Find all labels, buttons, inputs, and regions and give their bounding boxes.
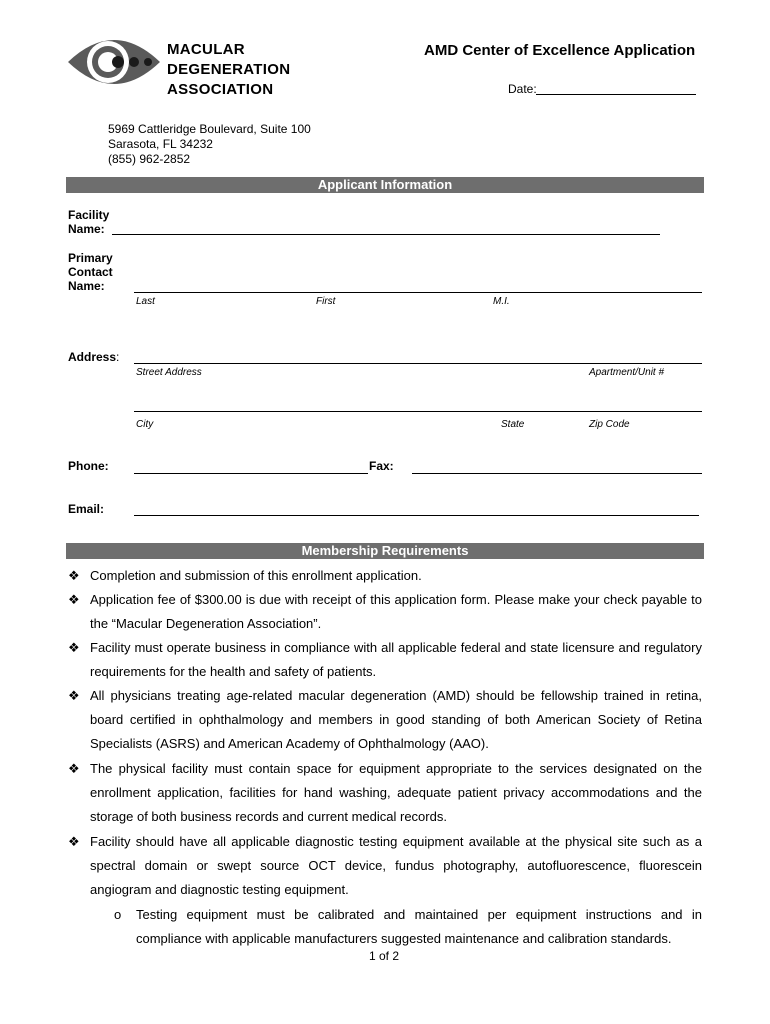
first-name-hint: First — [316, 296, 336, 307]
phone-field[interactable] — [134, 473, 368, 474]
org-city: Sarasota, FL 34232 — [108, 137, 213, 151]
org-phone: (855) 962-2852 — [108, 152, 191, 166]
date-label: Date: — [508, 82, 537, 96]
city-state-zip-field[interactable] — [134, 411, 702, 412]
email-label: Email: — [68, 502, 105, 516]
last-name-hint: Last — [136, 296, 155, 307]
membership-requirements-header: Membership Requirements — [66, 543, 704, 559]
diamond-bullet-icon: ❖ — [68, 568, 80, 583]
street-address-hint: Street Address — [136, 367, 202, 378]
requirement-item: The physical facility must contain space for equipment appropriate to the services designated on the enrollment application, facilities for hand washing, adequate patient privacy accommodations and the storage of both business records and current medical records. — [90, 761, 702, 824]
requirement-item: All physicians treating age-related macular degeneration (AMD) should be fellowship trained in retina, board certified in ophthalmology and members in good standing of both American Society of Retina Specialists (ASRS) and American Academy of Ophthalmology (AAO). — [90, 688, 702, 751]
diamond-bullet-icon: ❖ — [68, 761, 80, 776]
mda-eye-logo-icon — [66, 28, 162, 96]
org-street: 5969 Cattleridge Boulevard, Suite 100 — [108, 122, 311, 136]
diamond-bullet-icon: ❖ — [68, 592, 80, 607]
state-hint: State — [501, 419, 525, 430]
city-hint: City — [136, 419, 154, 430]
fax-field[interactable] — [412, 473, 702, 474]
circle-bullet-icon: o — [114, 907, 122, 922]
form-title: AMD Center of Excellence Application — [424, 42, 696, 59]
primary-contact-label: Primary Contact Name: — [68, 251, 113, 293]
primary-contact-field[interactable] — [134, 292, 702, 293]
fax-label: Fax: — [369, 459, 394, 473]
org-name — [167, 40, 290, 100]
date-field[interactable] — [536, 94, 696, 95]
facility-name-label: Facility Name: — [68, 208, 110, 236]
applicant-info-header: Applicant Information — [66, 177, 704, 193]
diamond-bullet-icon: ❖ — [68, 640, 80, 655]
street-address-field[interactable] — [134, 363, 702, 364]
requirement-item: Application fee of $300.00 is due with receipt of this application form. Please make your check payable to the “Macular Degeneration Association”. — [90, 592, 702, 631]
address-label: Address: — [68, 350, 120, 364]
phone-label: Phone: — [68, 459, 109, 473]
requirement-sub-item: Testing equipment must be calibrated and maintained per equipment instructions and in compliance with applicable manufacturers suggested maintenance and calibration standards. — [136, 907, 702, 946]
page-indicator: 1 of 2 — [369, 949, 400, 963]
requirement-item: Facility must operate business in compliance with all applicable federal and state licensure and regulatory requirements for the health and safety of patients. — [90, 640, 702, 679]
email-field[interactable] — [134, 515, 699, 516]
apartment-unit-hint: Apartment/Unit # — [589, 367, 665, 378]
requirement-item: Completion and submission of this enrollment application. — [90, 568, 422, 583]
org-name-line1: MACULAR — [167, 41, 245, 58]
diamond-bullet-icon: ❖ — [68, 834, 80, 849]
requirement-item: Facility should have all applicable diagnostic testing equipment available at the physical site such as a spectral domain or swept source OCT device, fundus photography, autofluorescence, fluorescein angiogram and diagnostic testing equipment. — [90, 834, 702, 897]
middle-initial-hint: M.I. — [493, 296, 510, 307]
diamond-bullet-icon: ❖ — [68, 688, 80, 703]
org-address — [108, 122, 311, 167]
org-name-line2: DEGENERATION — [167, 61, 291, 78]
zip-code-hint: Zip Code — [589, 419, 630, 430]
facility-name-field[interactable] — [112, 234, 660, 235]
org-name-line3: ASSOCIATION — [167, 81, 274, 98]
